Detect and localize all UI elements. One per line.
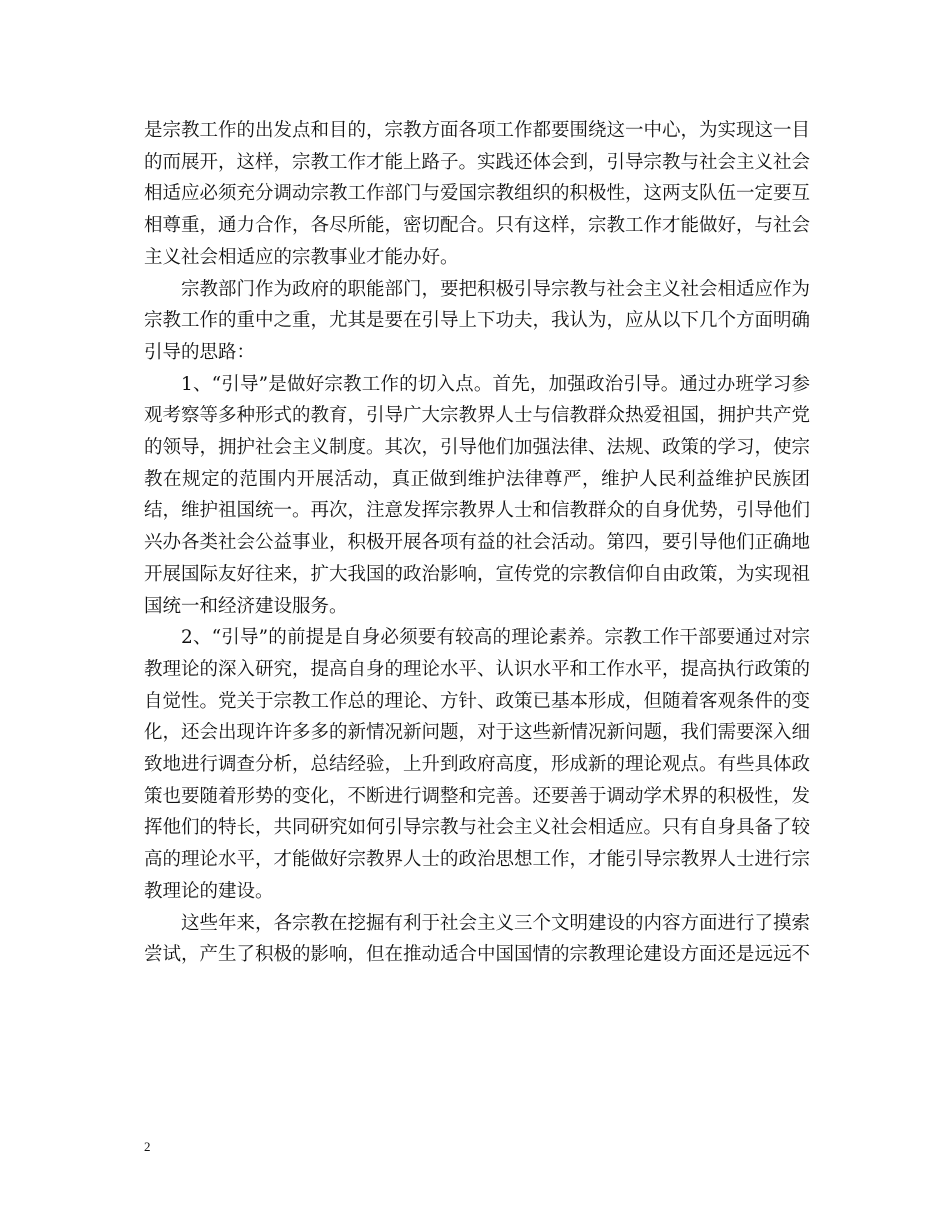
paragraph-5: 这些年来，各宗教在挖掘有利于社会主义三个文明建设的内容方面进行了摸索尝试，产生了积极的影响，但在推动适合中国国情的宗教理论建设方面还是远远不 (144, 912, 811, 966)
page-number: 2 (144, 1139, 151, 1154)
paragraph-2: 宗教部门作为政府的职能部门，要把积极引导宗教与社会主义社会相适应作为宗教工作的重中之重，尤其是要在引导上下功夫，我认为，应从以下几个方面明确引导的思路： (144, 278, 811, 363)
paragraph-3: 1、“引导”是做好宗教工作的切入点。首先，加强政治引导。通过办班学习参观考察等多种形式的教育，引导广大宗教界人士与信教群众热爱祖国，拥护共产党的领导，拥护社会主义制度。其次，引导他们加强法律、法规、政策的学习，使宗教在规定的范围内开展活动，真正做到维护法律尊严，维护人民利益维护民族团结，维护祖国统一。再次，注意发挥宗教界人士和信教群众的自身优势，引导他们兴办各类社会公益事业，积极开展各项有益的社会活动。第四，要引导他们正确地开展国际友好往来，扩大我国的政治影响，宣传党的宗教信仰自由政策，为实现祖国统一和经济建设服务。 (144, 373, 811, 617)
paragraph-4: 2、“引导”的前提是自身必须要有较高的理论素养。宗教工作干部要通过对宗教理论的深入研究，提高自身的理论水平、认识水平和工作水平，提高执行政策的自觉性。党关于宗教工作总的理论、方针、政策已基本形成，但随着客观条件的变化，还会出现许许多多的新情况新问题，对于这些新情况新问题，我们需要深入细致地进行调查分析，总结经验，上升到政府高度，形成新的理论观点。有些具体政策也要随着形势的变化，不断进行调整和完善。还要善于调动学术界的积极性，发挥他们的特长，共同研究如何引导宗教与社会主义社会相适应。只有自身具备了较高的理论水平，才能做好宗教界人士的政治思想工作，才能引导宗教界人士进行宗教理论的建设。 (144, 627, 811, 902)
paragraph-1: 是宗教工作的出发点和目的，宗教方面各项工作都要围绕这一中心，为实现这一目的而展开，这样，宗教工作才能上路子。实践还体会到，引导宗教与社会主义社会相适应必须充分调动宗教工作部门与爱国宗教组织的积极性，这两支队伍一定要互相尊重，通力合作，各尽所能，密切配合。只有这样，宗教工作才能做好，与社会主义社会相适应的宗教事业才能办好。 (144, 120, 811, 268)
body-text (144, 115, 810, 971)
